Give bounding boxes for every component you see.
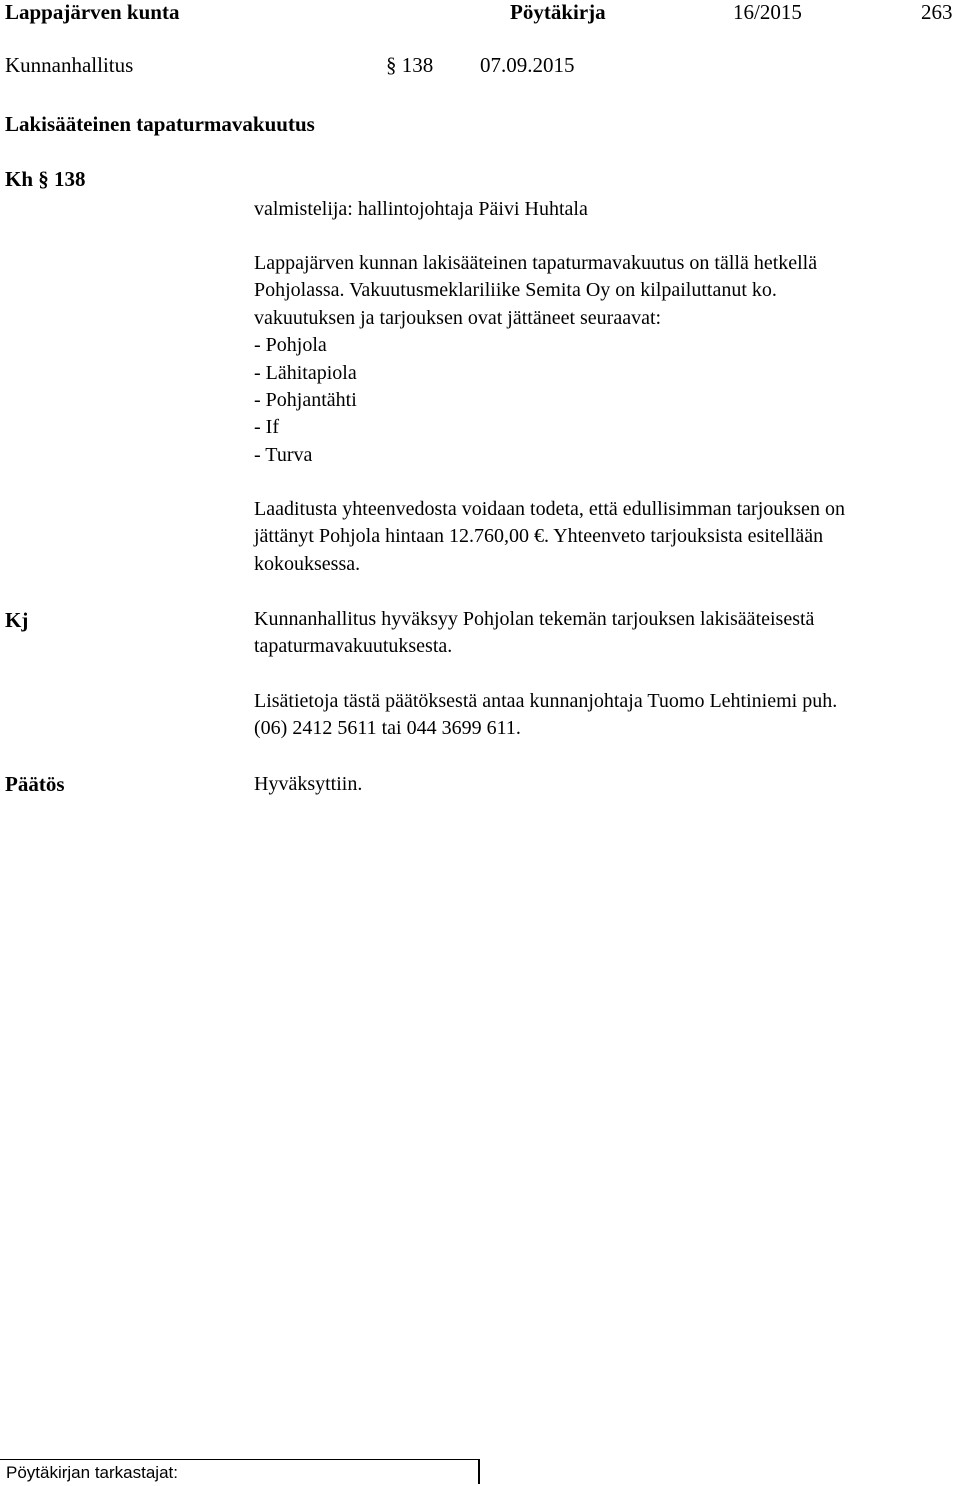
footer-reviewers-label: Pöytäkirjan tarkastajat: (6, 1463, 178, 1482)
info-line: Lisätietoja tästä päätöksestä antaa kunnanjohtaja Tuomo Lehtiniemi puh. (254, 690, 838, 712)
bidder-item: - Lähitapiola (254, 361, 357, 384)
item-reference: Kh § 138 (5, 167, 86, 191)
meeting-date: 07.09.2015 (480, 53, 575, 77)
page-number: 263 (921, 0, 953, 24)
bidder-item: - Pohjantähti (254, 389, 357, 412)
bidder-item: - Turva (254, 443, 313, 466)
summary-paragraph (254, 496, 954, 578)
item-title: Lakisääteinen tapaturmavakuutus (5, 112, 315, 136)
minutes-number: 16/2015 (733, 0, 802, 24)
bidder-item: - Pohjola (254, 334, 327, 357)
intro-line: vakuutuksen ja tarjouksen ovat jättäneet seuraavat: (254, 306, 662, 329)
board-name: Kunnanhallitus (5, 53, 134, 77)
proposal-paragraph (254, 606, 954, 661)
info-line: (06) 2412 5611 tai 044 3699 611. (254, 717, 521, 740)
intro-paragraph (254, 250, 954, 469)
decision-label: Päätös (5, 772, 65, 796)
info-paragraph (254, 688, 954, 743)
summary-line: kokouksessa. (254, 552, 361, 575)
kj-label: Kj (5, 608, 29, 632)
municipality-name: Lappajärven kunta (5, 0, 180, 24)
section-number: § 138 (386, 53, 434, 77)
intro-line: Pohjolassa. Vakuutusmeklariliike Semita Oy on kilpailuttanut ko. (254, 279, 777, 302)
proposal-line: tapaturmavakuutuksesta. (254, 635, 453, 658)
proposal-line: Kunnanhallitus hyväksyy Pohjolan tekemän tarjouksen lakisääteisestä (254, 608, 815, 630)
intro-line: Lappajärven kunnan lakisääteinen tapaturmavakuutus on tällä hetkellä (254, 252, 818, 274)
decision-paragraph (254, 771, 954, 798)
summary-line: jättänyt Pohjola hintaan 12.760,00 €. Yhteenveto tarjouksista esitellään (254, 525, 824, 548)
summary-line: Laaditusta yhteenvedosta voidaan todeta, että edullisimman tarjouksen on (254, 498, 845, 520)
bidder-item: - If (254, 416, 279, 439)
decision-text: Hyväksyttiin. (254, 773, 363, 795)
preparer-line (254, 196, 954, 223)
document-type: Pöytäkirja (510, 0, 606, 24)
preparer-text: valmistelija: hallintojohtaja Päivi Huhtala (254, 198, 588, 220)
